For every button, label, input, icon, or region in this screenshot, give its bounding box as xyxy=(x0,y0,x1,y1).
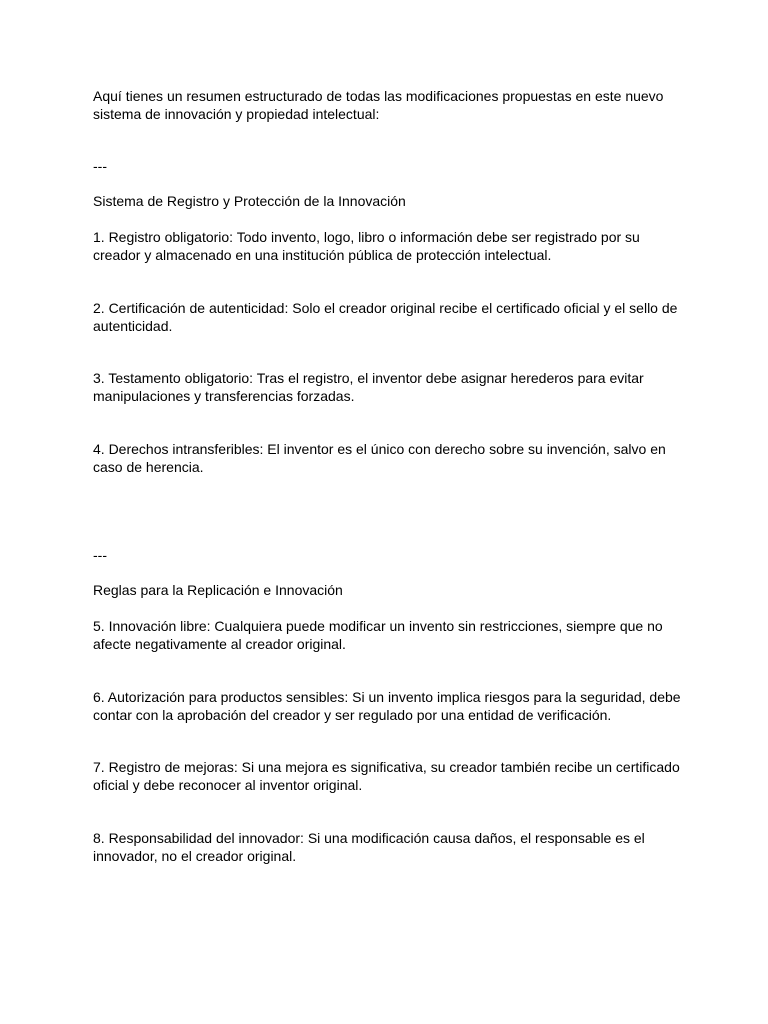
section-separator: --- xyxy=(93,158,107,174)
section-heading: Sistema de Registro y Protección de la Innovación xyxy=(93,193,406,209)
list-item: 4. Derechos intransferibles: El inventor es el único con derecho sobre su invención, salvo en caso de herencia. xyxy=(93,441,666,475)
list-item: 5. Innovación libre: Cualquiera puede modificar un invento sin restricciones, siempre que no afecte negativamente al creador original. xyxy=(93,618,663,652)
list-item: 6. Autorización para productos sensibles: Si un invento implica riesgos para la seguridad, debe contar con la aprobación del creador y ser regulado por una entidad de verificación. xyxy=(93,689,681,723)
section-heading: Reglas para la Replicación e Innovación xyxy=(93,582,343,598)
list-item: 2. Certificación de autenticidad: Solo el creador original recibe el certificado oficial y el sello de autenticidad. xyxy=(93,300,678,334)
section-separator: --- xyxy=(93,547,107,563)
list-item: 7. Registro de mejoras: Si una mejora es significativa, su creador también recibe un certificado oficial y debe reconocer al inventor original. xyxy=(93,759,680,793)
intro-paragraph: Aquí tienes un resumen estructurado de todas las modificaciones propuestas en este nuevo sistema de innovación y propiedad intelectual: xyxy=(93,88,664,122)
list-item: 8. Responsabilidad del innovador: Si una modificación causa daños, el responsable es el innovador, no el creador original. xyxy=(93,830,645,864)
list-item: 1. Registro obligatorio: Todo invento, logo, libro o información debe ser registrado por su creador y almacenado en una institución pública de protección intelectual. xyxy=(93,229,640,263)
list-item: 3. Testamento obligatorio: Tras el registro, el inventor debe asignar herederos para evitar manipulaciones y transferencias forzadas. xyxy=(93,370,644,404)
